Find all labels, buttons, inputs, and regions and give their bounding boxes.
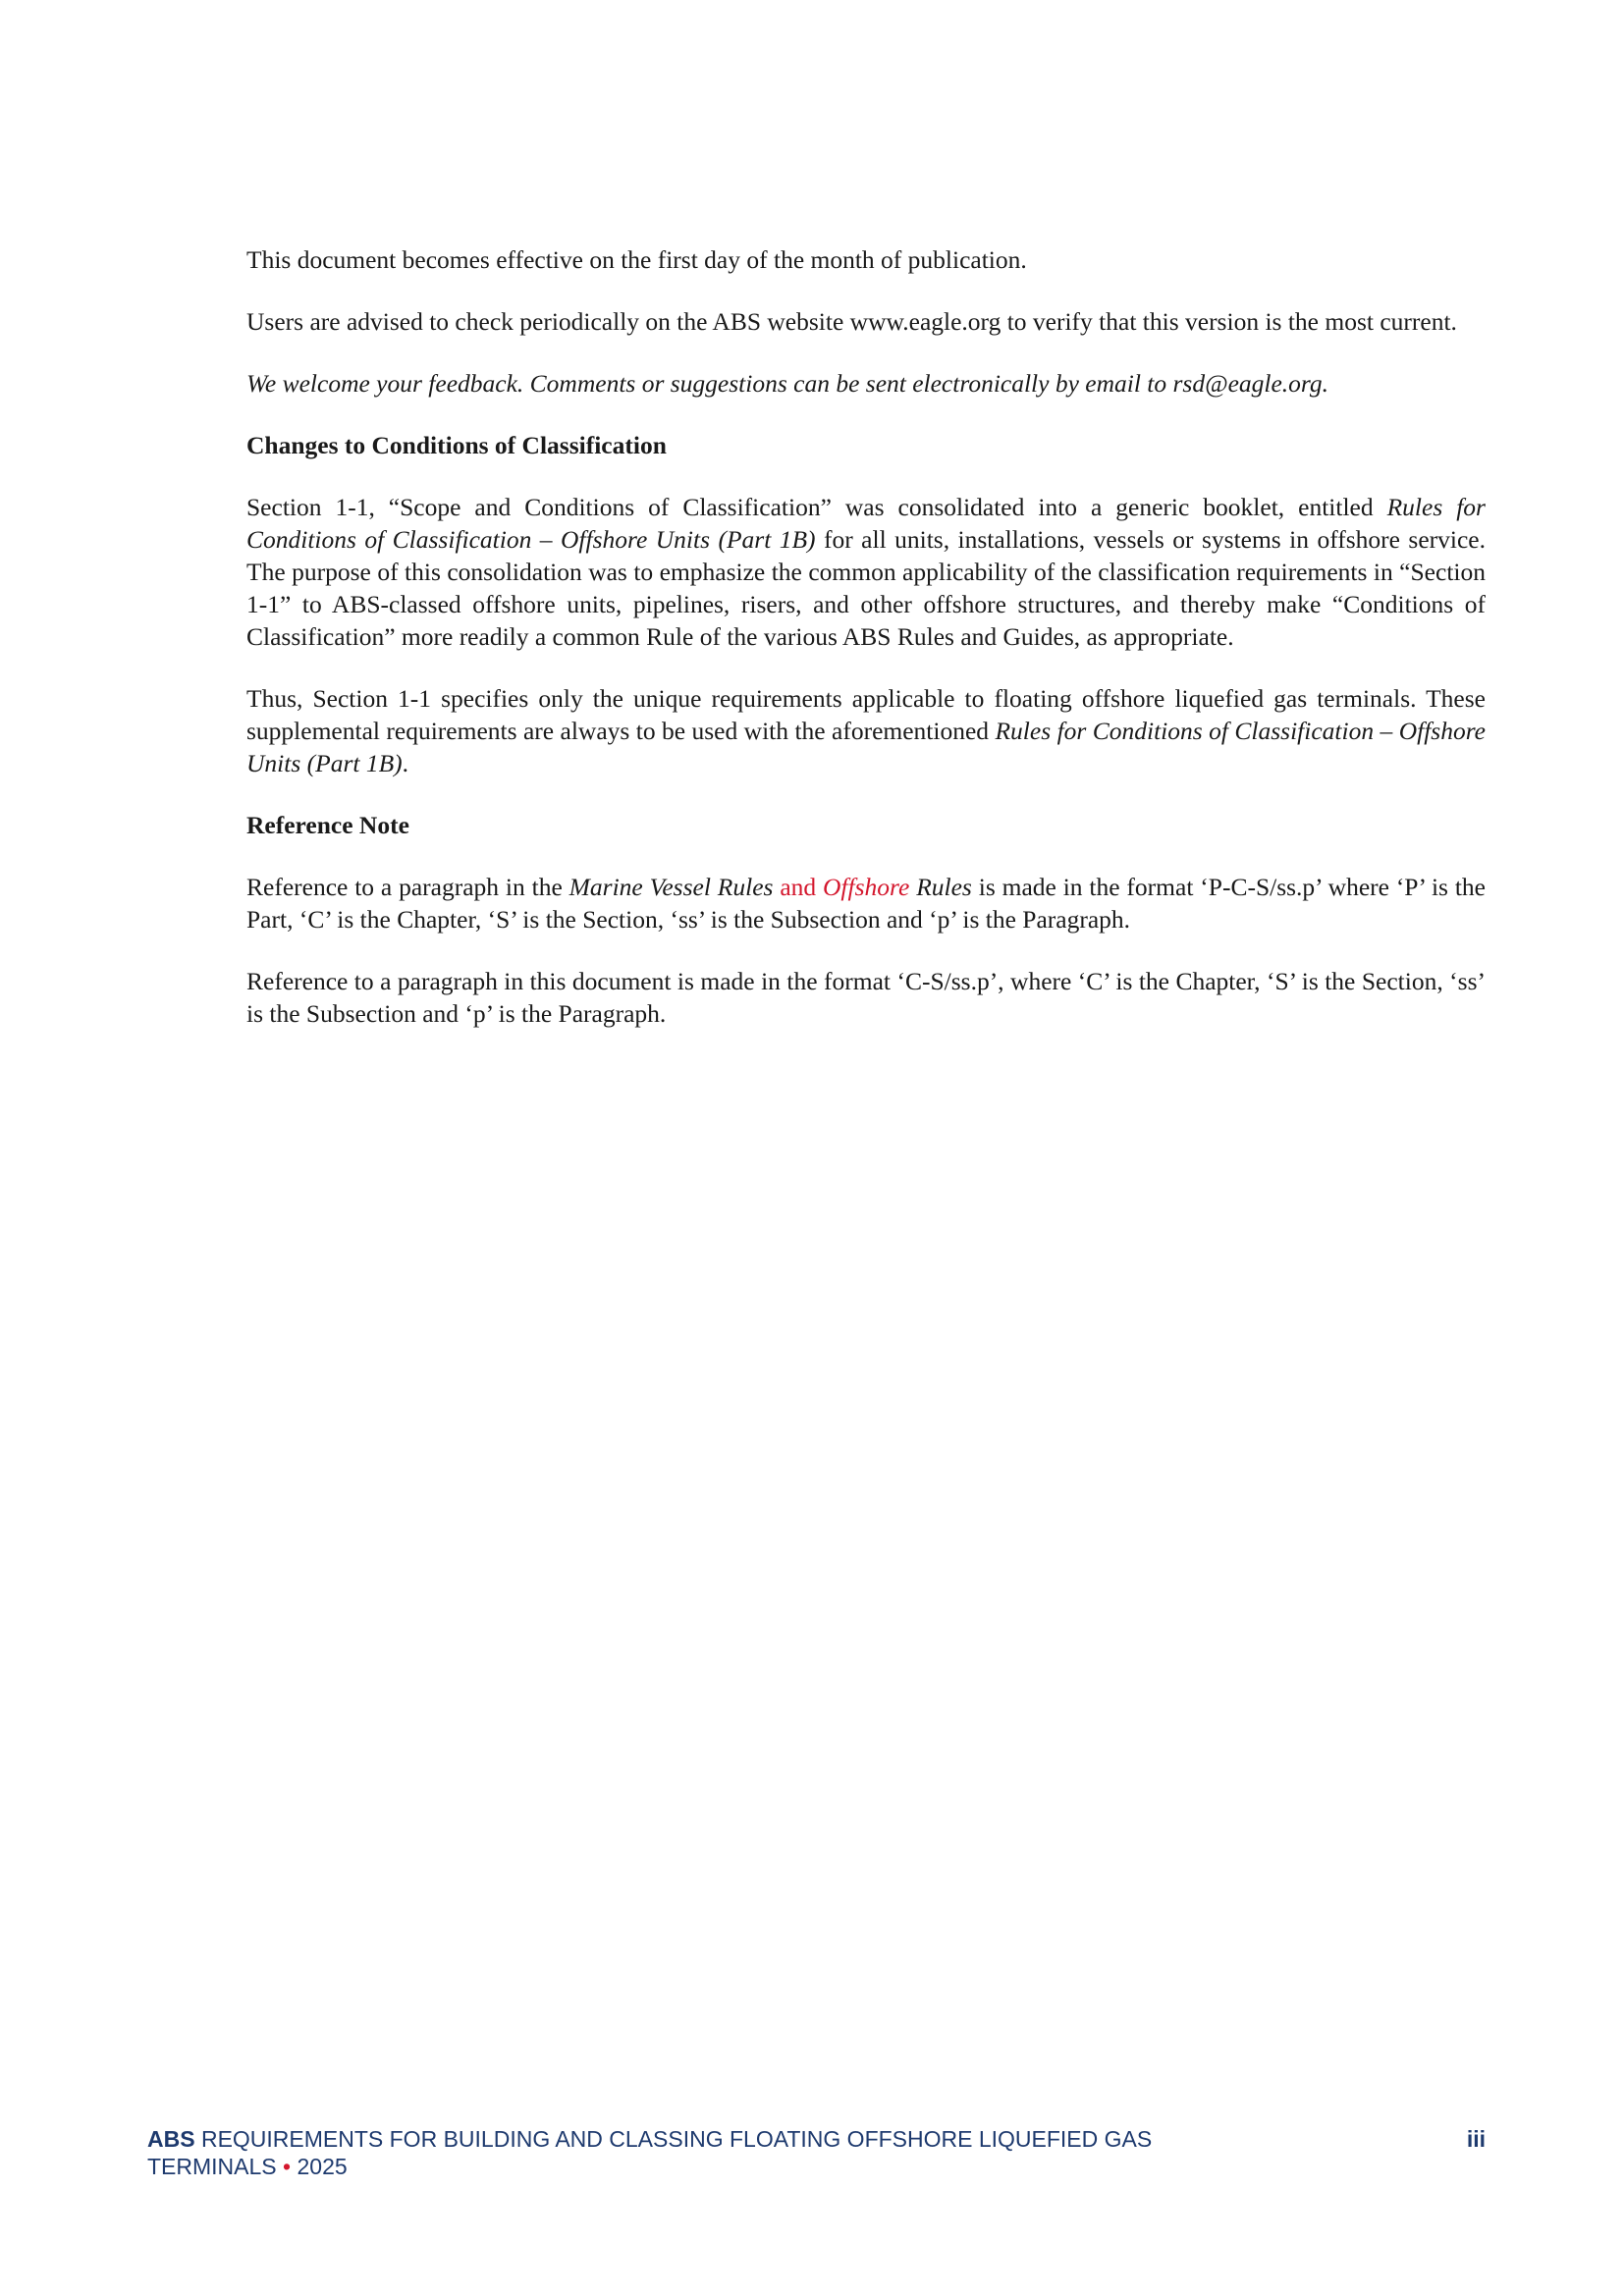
reference-p1-and: and <box>773 873 824 901</box>
changes-paragraph-1 <box>246 491 1486 653</box>
reference-note-heading: Reference Note <box>246 811 409 839</box>
changes-p2-text-a: Thus, Section 1-1 specifies only the unique requirements applicable to floating offshore liquefied gas terminals. These supplemental requirements are always to be used with the aforementioned <box>246 684 1486 745</box>
changes-heading: Changes to Conditions of Classification <box>246 431 667 459</box>
feedback-paragraph: We welcome your feedback. Comments or suggestions can be sent electronically by email to rsd@eagle.org. <box>246 369 1329 398</box>
document-body <box>246 243 1486 1059</box>
changes-p2-booklet-title: Rules for Conditions of Classification – Offshore Units (Part 1B) <box>246 717 1486 777</box>
page-footer <box>147 2125 1486 2180</box>
footer-bullet: • <box>283 2154 292 2179</box>
effective-date-paragraph: This document becomes effective on the first day of the month of publication. <box>246 245 1027 274</box>
reference-paragraph-2: Reference to a paragraph in this document is made in the format ‘C-S/ss.p’, where ‘C’ is the Chapter, ‘S’ is the Section, ‘ss’ is the Subsection and ‘p’ is the Paragraph. <box>246 967 1486 1028</box>
changes-paragraph-2 <box>246 682 1486 779</box>
footer-year: 2025 <box>291 2154 348 2179</box>
rules-title: Rules <box>909 873 972 901</box>
changes-p1-booklet-title: Rules for Conditions of Classification – Offshore Units (Part 1B) <box>246 493 1486 554</box>
page-number: iii <box>1466 2126 1486 2152</box>
changes-p1-text-b: for all units, installations, vessels or systems in offshore service. The purpose of this consolidation was to emphasize the common applicability of the classification requirements in “Section 1-1” to ABS-classed offshore units, pipelines, risers, and other offshore structures, and thereby make “Conditions of Classification” more readily a common Rule of the various ABS Rules and Guides, as appropriate. <box>246 525 1486 651</box>
marine-vessel-rules-title: Marine Vessel Rules <box>568 873 774 901</box>
changes-p2-text-b: . <box>402 749 409 777</box>
footer-document-title <box>147 2125 1286 2180</box>
reference-p1-text-b: is made in the format ‘P-C-S/ss.p’ where ‘P’ is the Part, ‘C’ is the Chapter, ‘S’ is the Section, ‘ss’ is the Subsection and ‘p’ is the Paragraph. <box>246 873 1486 934</box>
reference-paragraph-1 <box>246 871 1486 935</box>
offshore-title: Offshore <box>823 873 910 901</box>
website-advice-paragraph: Users are advised to check periodically on the ABS website www.eagle.org to verify that this version is the most current. <box>246 307 1457 336</box>
reference-p1-text-a: Reference to a paragraph in the <box>246 873 569 901</box>
changes-p1-text-a: Section 1-1, “Scope and Conditions of Classification” was consolidated into a generic booklet, entitled <box>246 493 1387 521</box>
footer-brand: ABS <box>147 2126 195 2152</box>
footer-title: REQUIREMENTS FOR BUILDING AND CLASSING FLOATING OFFSHORE LIQUEFIED GAS TERMINALS <box>147 2126 1153 2179</box>
